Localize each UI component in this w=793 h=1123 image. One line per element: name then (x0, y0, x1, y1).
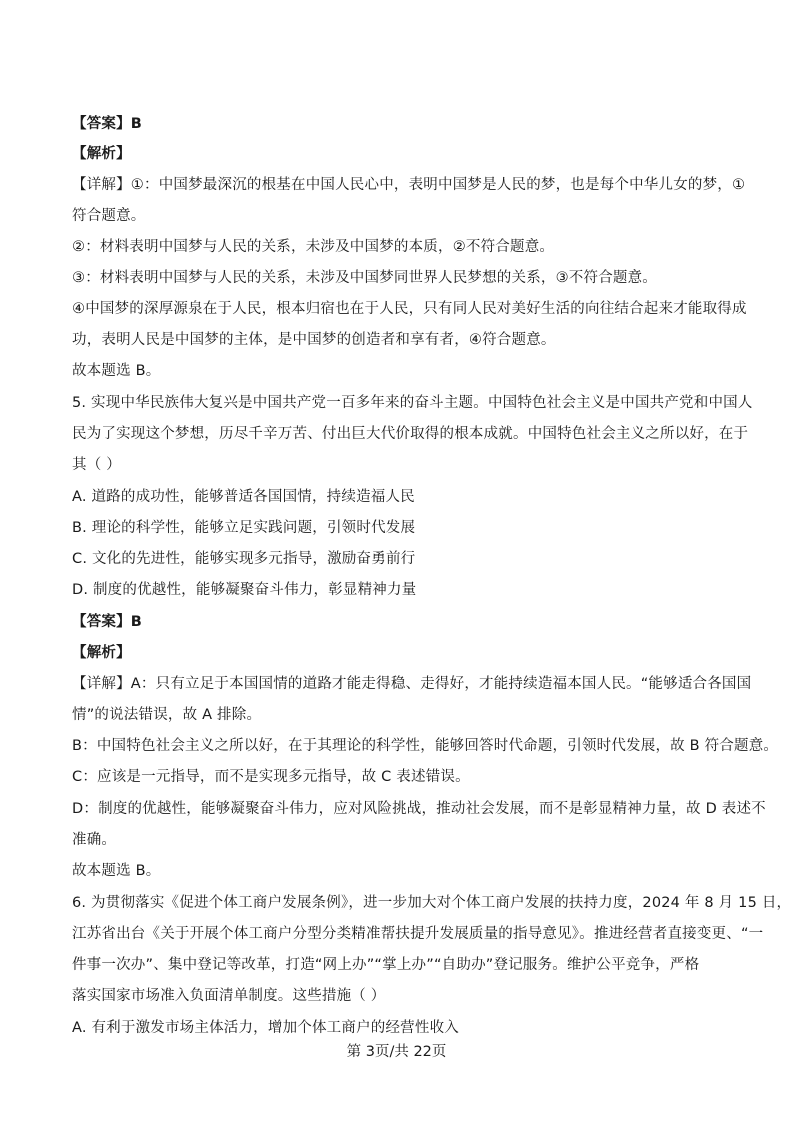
analysis-label: 【解析】 (72, 146, 131, 162)
detail-text: D：制度的优越性，能够凝聚奋斗伟力，应对风险挑战，推动社会发展，而不是彰显精神力量，故 D 表述不 (72, 801, 766, 817)
question-stem: 其（ ） (72, 457, 121, 473)
detail-text: 情”的说法错误，故 A 排除。 (72, 707, 262, 723)
conclusion-text: 故本题选 B。 (72, 363, 161, 379)
detail-text: 功，表明人民是中国梦的主体，是中国梦的创造者和享有者，④符合题意。 (72, 332, 556, 348)
detail-text: B：中国特色社会主义之所以好，在于其理论的科学性，能够回答时代命题，引领时代发展，故 B 符合题意。 (72, 738, 779, 754)
answer-label: 【答案】B (72, 614, 143, 630)
analysis-label: 【解析】 (72, 645, 131, 661)
detail-text: 准确。 (72, 832, 117, 848)
detail-text: 符合题意。 (72, 208, 146, 224)
detail-text: ②：材料表明中国梦与人民的关系，未涉及中国梦的本质，②不符合题意。 (72, 239, 555, 255)
option-a: A. 有利于激发市场主体活力，增加个体工商户的经营性收入 (72, 1020, 459, 1036)
detail-text: 【详解】A：只有立足于本国国情的道路才能走得稳、走得好，才能持续造福本国人民。“能够适合各国国 (72, 676, 752, 692)
option-a: A. 道路的成功性，能够普适各国国情，持续造福人民 (72, 489, 415, 505)
detail-text: C：应该是一元指导，而不是实现多元指导，故 C 表述错误。 (72, 769, 470, 785)
question-stem: 江苏省出台《关于开展个体工商户分型分类精准帮扶提升发展质量的指导意见》。推进经营者直接变更、“一 (72, 926, 764, 942)
page-footer: 第 3页/共 22页 (346, 1044, 447, 1060)
option-d: D. 制度的优越性，能够凝聚奋斗伟力，彰显精神力量 (72, 582, 417, 598)
question-stem: 5. 实现中华民族伟大复兴是中国共产党一百多年来的奋斗主题。中国特色社会主义是中国共产党和中国人 (72, 395, 753, 411)
detail-text: 【详解】①：中国梦最深沉的根基在中国人民心中，表明中国梦是人民的梦，也是每个中华儿女的梦，① (72, 177, 746, 193)
detail-text: ④中国梦的深厚源泉在于人民，根本归宿也在于人民，只有同人民对美好生活的向往结合起来才能取得成 (72, 301, 747, 317)
question-stem: 6. 为贯彻落实《促进个体工商户发展条例》，进一步加大对个体工商户发展的扶持力度，2024 年 8 月 15 日， (72, 895, 792, 911)
option-c: C. 文化的先进性，能够实现多元指导，激励奋勇前行 (72, 551, 416, 567)
question-stem: 件事一次办”、集中登记等改革，打造“网上办”“掌上办”“自助办”登记服务。维护公平竞争，严格 (72, 957, 700, 973)
question-stem: 落实国家市场准入负面清单制度。这些措施（ ） (72, 988, 386, 1004)
conclusion-text: 故本题选 B。 (72, 863, 161, 879)
detail-text: ③：材料表明中国梦与人民的关系，未涉及中国梦同世界人民梦想的关系，③不符合题意。 (72, 270, 657, 286)
option-b: B. 理论的科学性，能够立足实践问题，引领时代发展 (72, 520, 416, 536)
answer-label: 【答案】B (72, 116, 143, 132)
question-stem: 民为了实现这个梦想，历尽千辛万苦、付出巨大代价取得的根本成就。中国特色社会主义之所以好，在于 (72, 426, 749, 442)
